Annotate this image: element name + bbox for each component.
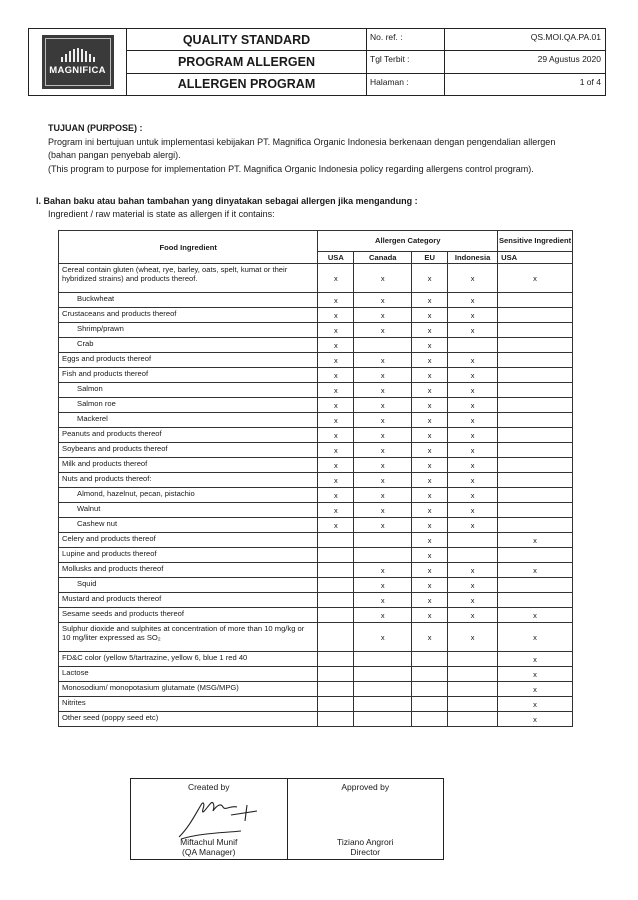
mark-cell: x — [354, 518, 412, 533]
mark-cell: x — [412, 533, 448, 548]
table-row — [59, 548, 573, 563]
mark-cell — [354, 682, 412, 697]
mark-cell — [354, 667, 412, 682]
mark-cell — [318, 578, 354, 593]
mark-cell: x — [412, 488, 448, 503]
created-by-name: Miftachul Munif — [180, 837, 238, 847]
purpose-text-id: Program ini bertujuan untuk implementasi kebijakan PT. Magnifica Organic Indonesia berkenaan dengan pengendalian allergen (bahan pangan penyebab alergi). — [48, 136, 556, 160]
mark-cell: x — [354, 458, 412, 473]
ingredient-cell: Sesame seeds and products thereof — [59, 608, 318, 623]
mark-cell — [448, 548, 498, 563]
mark-cell: x — [498, 533, 573, 548]
table-row — [59, 682, 573, 697]
mark-cell: x — [448, 518, 498, 533]
header-indonesia: Indonesia — [448, 251, 498, 263]
mark-cell: x — [354, 353, 412, 368]
mark-cell: x — [412, 548, 448, 563]
section-one — [36, 195, 576, 221]
meta-label: Halaman : — [367, 74, 445, 95]
ingredient-cell: Milk and products thereof — [59, 458, 318, 473]
mark-cell: x — [354, 563, 412, 578]
mark-cell: x — [318, 353, 354, 368]
mark-cell — [318, 563, 354, 578]
mark-cell: x — [354, 623, 412, 652]
mark-cell: x — [498, 667, 573, 682]
mark-cell — [448, 338, 498, 353]
mark-cell: x — [354, 293, 412, 308]
mark-cell — [354, 548, 412, 563]
mark-cell: x — [318, 293, 354, 308]
title-allergen-program: ALLERGEN PROGRAM — [177, 77, 316, 92]
mark-cell: x — [448, 428, 498, 443]
mark-cell: x — [354, 398, 412, 413]
mark-cell: x — [498, 608, 573, 623]
mark-cell — [498, 383, 573, 398]
section-one-subheading: Ingredient / raw material is state as allergen if it contains: — [48, 209, 275, 220]
mark-cell: x — [412, 368, 448, 383]
mark-cell — [498, 353, 573, 368]
mark-cell: x — [354, 368, 412, 383]
allergen-table-body — [59, 264, 573, 727]
mark-cell: x — [448, 368, 498, 383]
mark-cell — [412, 712, 448, 727]
table-row — [59, 563, 573, 578]
mark-cell: x — [412, 264, 448, 293]
mark-cell: x — [412, 428, 448, 443]
mark-cell: x — [318, 383, 354, 398]
approved-by-cell — [288, 779, 444, 859]
mark-cell: x — [318, 488, 354, 503]
mark-cell: x — [354, 443, 412, 458]
mark-cell — [498, 428, 573, 443]
mark-cell — [498, 308, 573, 323]
mark-cell — [318, 548, 354, 563]
mark-cell: x — [318, 338, 354, 353]
mark-cell: x — [354, 383, 412, 398]
approved-by-name: Tiziano Angrori — [337, 837, 394, 847]
approved-by-label: Approved by — [341, 782, 390, 792]
ingredient-cell: Mustard and products thereof — [59, 593, 318, 608]
mark-cell: x — [448, 473, 498, 488]
header-allergen-category: Allergen Category — [318, 231, 498, 252]
mark-cell: x — [448, 608, 498, 623]
table-row — [59, 353, 573, 368]
ingredient-cell: Nuts and products thereof: — [59, 473, 318, 488]
mark-cell — [498, 398, 573, 413]
mark-cell: x — [318, 323, 354, 338]
mark-cell — [448, 652, 498, 667]
mark-cell: x — [498, 264, 573, 293]
table-row — [59, 533, 573, 548]
mark-cell: x — [412, 323, 448, 338]
table-row — [59, 443, 573, 458]
mark-cell — [412, 682, 448, 697]
table-row — [59, 488, 573, 503]
table-row — [59, 413, 573, 428]
logo-cell — [29, 29, 127, 95]
logo-text: MAGNIFICA — [49, 65, 106, 76]
mark-cell: x — [412, 623, 448, 652]
mark-cell: x — [354, 608, 412, 623]
table-row — [59, 578, 573, 593]
table-row — [59, 593, 573, 608]
mark-cell — [354, 697, 412, 712]
mark-cell — [498, 323, 573, 338]
ingredient-cell: Shrimp/prawn — [59, 323, 318, 338]
mark-cell — [498, 548, 573, 563]
mark-cell: x — [448, 488, 498, 503]
mark-cell — [498, 518, 573, 533]
mark-cell: x — [318, 398, 354, 413]
mark-cell: x — [448, 503, 498, 518]
mark-cell: x — [354, 428, 412, 443]
mark-cell — [412, 652, 448, 667]
header-food-ingredient: Food Ingredient — [59, 231, 318, 264]
mark-cell — [318, 608, 354, 623]
mark-cell — [498, 338, 573, 353]
ingredient-cell: Eggs and products thereof — [59, 353, 318, 368]
approved-by-role: Director — [350, 847, 381, 857]
meta-column — [367, 29, 605, 95]
mark-cell: x — [498, 563, 573, 578]
mark-cell — [412, 667, 448, 682]
mark-cell: x — [354, 264, 412, 293]
purpose-section — [48, 122, 568, 176]
document-header — [28, 28, 606, 96]
mark-cell — [448, 697, 498, 712]
mark-cell — [354, 338, 412, 353]
header-sensitive-ingredient: Sensitive Ingredient — [498, 231, 573, 252]
mark-cell: x — [412, 413, 448, 428]
signature-block — [130, 778, 444, 860]
mark-cell: x — [318, 413, 354, 428]
meta-value: 1 of 4 — [579, 76, 601, 87]
mark-cell: x — [498, 623, 573, 652]
mark-cell: x — [448, 593, 498, 608]
title-column — [127, 29, 367, 95]
mark-cell — [318, 623, 354, 652]
meta-row-ref — [367, 29, 605, 51]
mark-cell — [318, 682, 354, 697]
mark-cell: x — [412, 593, 448, 608]
mark-cell: x — [318, 473, 354, 488]
meta-value: 29 Agustus 2020 — [537, 54, 601, 65]
mark-cell: x — [354, 323, 412, 338]
meta-row-page — [367, 74, 605, 95]
mark-cell: x — [412, 518, 448, 533]
mark-cell — [498, 503, 573, 518]
mark-cell — [318, 652, 354, 667]
mark-cell: x — [412, 458, 448, 473]
table-row — [59, 712, 573, 727]
title-program-allergen: PROGRAM ALLERGEN — [127, 51, 366, 73]
created-by-label: Created by — [187, 782, 230, 792]
table-row — [59, 667, 573, 682]
ingredient-cell: Salmon — [59, 383, 318, 398]
mark-cell: x — [354, 473, 412, 488]
mark-cell: x — [354, 593, 412, 608]
table-row — [59, 428, 573, 443]
table-row — [59, 368, 573, 383]
section-one-heading: I. Bahan baku atau bahan tambahan yang dinyatakan sebagai allergen jika mengandung : — [36, 196, 418, 206]
mark-cell: x — [412, 443, 448, 458]
mark-cell: x — [318, 308, 354, 323]
mark-cell: x — [354, 578, 412, 593]
mark-cell — [498, 488, 573, 503]
meta-label: No. ref. : — [367, 29, 445, 50]
mark-cell: x — [448, 398, 498, 413]
mark-cell — [498, 458, 573, 473]
mark-cell — [318, 593, 354, 608]
created-by-role: (QA Manager) — [182, 847, 236, 857]
mark-cell: x — [354, 308, 412, 323]
ingredient-cell: Lactose — [59, 667, 318, 682]
mark-cell — [498, 593, 573, 608]
mark-cell: x — [412, 398, 448, 413]
table-row — [59, 697, 573, 712]
mark-cell — [498, 578, 573, 593]
mark-cell — [354, 533, 412, 548]
mark-cell — [448, 533, 498, 548]
allergen-table — [58, 230, 573, 727]
table-row — [59, 323, 573, 338]
table-row — [59, 398, 573, 413]
mark-cell — [354, 652, 412, 667]
mark-cell: x — [448, 323, 498, 338]
mark-cell: x — [448, 413, 498, 428]
table-row — [59, 608, 573, 623]
header-canada: Canada — [354, 251, 412, 263]
mark-cell — [498, 413, 573, 428]
ingredient-cell: Crustaceans and products thereof — [59, 308, 318, 323]
mark-cell: x — [412, 308, 448, 323]
ingredient-cell: Buckwheat — [59, 293, 318, 308]
mark-cell — [448, 712, 498, 727]
mark-cell — [448, 682, 498, 697]
table-row — [59, 308, 573, 323]
table-row — [59, 293, 573, 308]
ingredient-cell: Almond, hazelnut, pecan, pistachio — [59, 488, 318, 503]
mark-cell: x — [318, 458, 354, 473]
ingredient-cell: FD&C color (yellow 5/tartrazine, yellow 6, blue 1 red 40 — [59, 652, 318, 667]
meta-value: QS.MOI.QA.PA.01 — [530, 32, 601, 42]
purpose-heading: TUJUAN (PURPOSE) : — [48, 123, 143, 133]
table-row — [59, 458, 573, 473]
mark-cell: x — [412, 608, 448, 623]
table-row — [59, 264, 573, 293]
ingredient-cell: Fish and products thereof — [59, 368, 318, 383]
table-row — [59, 473, 573, 488]
mark-cell: x — [318, 518, 354, 533]
ingredient-cell: Crab — [59, 338, 318, 353]
ingredient-cell: Sulphur dioxide and sulphites at concentration of more than 10 mg/kg or 10 mg/liter expressed as SO₂ — [59, 623, 318, 652]
mark-cell: x — [318, 368, 354, 383]
ingredient-cell: Other seed (poppy seed etc) — [59, 712, 318, 727]
mark-cell: x — [412, 338, 448, 353]
meta-label: Tgl Terbit : — [367, 51, 445, 72]
mark-cell: x — [354, 413, 412, 428]
mark-cell — [318, 697, 354, 712]
mark-cell: x — [448, 293, 498, 308]
mark-cell: x — [448, 458, 498, 473]
mark-cell: x — [318, 264, 354, 293]
mark-cell — [412, 697, 448, 712]
ingredient-cell: Nitrites — [59, 697, 318, 712]
mark-cell — [498, 473, 573, 488]
mark-cell: x — [318, 428, 354, 443]
mark-cell: x — [448, 383, 498, 398]
ingredient-cell: Squid — [59, 578, 318, 593]
mark-cell — [498, 443, 573, 458]
ingredient-cell: Celery and products thereof — [59, 533, 318, 548]
mark-cell — [354, 712, 412, 727]
mark-cell — [318, 533, 354, 548]
mark-cell — [498, 293, 573, 308]
mark-cell: x — [498, 712, 573, 727]
mark-cell — [318, 667, 354, 682]
table-row — [59, 383, 573, 398]
mark-cell: x — [412, 353, 448, 368]
ingredient-cell: Cereal contain gluten (wheat, rye, barley, oats, spelt, kumat or their hybridized strains) and products thereof. — [59, 264, 318, 293]
meta-row-date — [367, 51, 605, 73]
table-row — [59, 623, 573, 652]
ingredient-cell: Mackerel — [59, 413, 318, 428]
ingredient-cell: Cashew nut — [59, 518, 318, 533]
table-row — [59, 652, 573, 667]
header-eu: EU — [412, 251, 448, 263]
mark-cell: x — [412, 578, 448, 593]
title-quality-standard: QUALITY STANDARD — [127, 29, 366, 51]
mark-cell: x — [412, 293, 448, 308]
ingredient-cell: Salmon roe — [59, 398, 318, 413]
purpose-text-en: (This program to purpose for implementation PT. Magnifica Organic Indonesia policy regarding allergens control program). — [48, 163, 534, 174]
mark-cell: x — [354, 503, 412, 518]
mark-cell: x — [448, 308, 498, 323]
mark-cell: x — [498, 652, 573, 667]
company-logo — [42, 35, 114, 89]
mark-cell: x — [448, 563, 498, 578]
header-sensitive-usa: USA — [498, 251, 573, 263]
mark-cell: x — [448, 353, 498, 368]
created-by-cell — [131, 779, 288, 859]
table-row — [59, 518, 573, 533]
mark-cell: x — [448, 623, 498, 652]
ingredient-cell: Mollusks and products thereof — [59, 563, 318, 578]
mark-cell: x — [412, 473, 448, 488]
ingredient-cell: Lupine and products thereof — [59, 548, 318, 563]
logo-bars-icon — [61, 48, 95, 62]
ingredient-cell: Peanuts and products thereof — [59, 428, 318, 443]
mark-cell: x — [412, 383, 448, 398]
mark-cell: x — [448, 578, 498, 593]
mark-cell: x — [412, 503, 448, 518]
ingredient-cell: Walnut — [59, 503, 318, 518]
mark-cell — [498, 368, 573, 383]
mark-cell: x — [498, 682, 573, 697]
mark-cell: x — [498, 697, 573, 712]
table-row — [59, 338, 573, 353]
mark-cell: x — [412, 563, 448, 578]
table-row — [59, 503, 573, 518]
mark-cell: x — [448, 443, 498, 458]
mark-cell — [448, 667, 498, 682]
signature-scribble-icon — [161, 793, 261, 843]
mark-cell: x — [318, 443, 354, 458]
mark-cell: x — [448, 264, 498, 293]
header-usa: USA — [318, 251, 354, 263]
mark-cell: x — [354, 488, 412, 503]
mark-cell: x — [318, 503, 354, 518]
ingredient-cell: Soybeans and products thereof — [59, 443, 318, 458]
mark-cell — [318, 712, 354, 727]
ingredient-cell: Monosodium/ monopotasium glutamate (MSG/MPG) — [59, 682, 318, 697]
